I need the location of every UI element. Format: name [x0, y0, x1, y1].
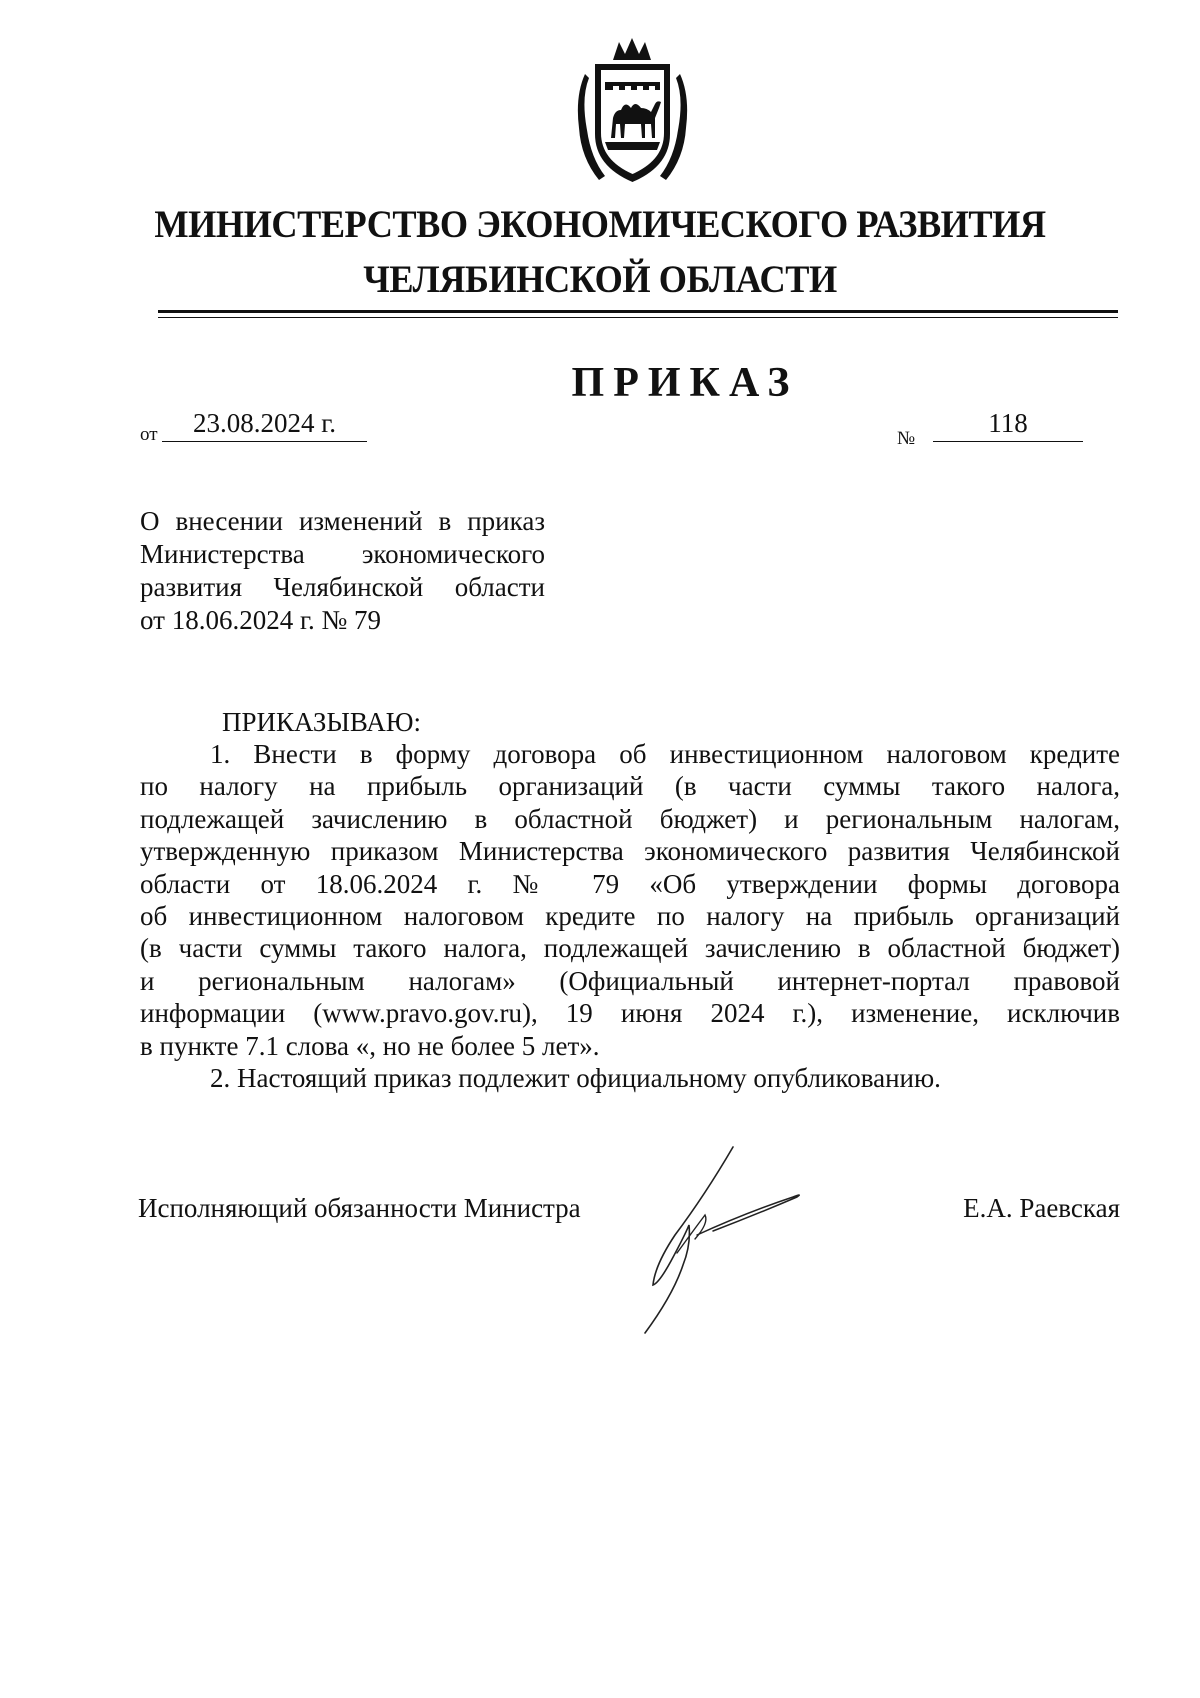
header-rule-thick: [158, 310, 1118, 313]
number-prefix: №: [897, 428, 916, 449]
signatory-position: Исполняющий обязанности Министра: [138, 1193, 581, 1223]
subject-line: от 18.06.2024 г. № 79: [140, 605, 381, 635]
ministry-name-line2: ЧЕЛЯБИНСКОЙ ОБЛАСТИ: [363, 258, 837, 301]
paragraph-line: об инвестиционном налоговом кредите по налогу на прибыль организаций: [140, 900, 1120, 931]
order-title: ПРИКАЗ: [571, 360, 799, 406]
subject-line: развития Челябинской области: [140, 572, 545, 602]
chelyabinsk-coat-of-arms-icon: [575, 38, 690, 188]
paragraph-line: в пункте 7.1 слова «, но не более 5 лет».: [140, 1030, 600, 1061]
paragraph-line: и региональным налогам» (Официальный интернет-портал правовой: [140, 965, 1120, 996]
paragraph-line: подлежащей зачислению в областной бюджет) и региональным налогам,: [140, 803, 1120, 834]
subject-line: О внесении изменений в приказ: [140, 506, 545, 536]
directive-heading: ПРИКАЗЫВАЮ:: [222, 707, 421, 737]
paragraph-line: области от 18.06.2024 г. № 79 «Об утверждении формы договора: [140, 868, 1120, 899]
handwritten-signature: [635, 1135, 855, 1335]
date-prefix: от: [140, 424, 158, 445]
order-number: 118: [933, 410, 1083, 442]
paragraph-line: 1. Внести в форму договора об инвестиционном налоговом кредите: [210, 739, 1120, 769]
signatory-name: Е.А. Раевская: [963, 1193, 1120, 1223]
paragraph-line: информации (www.pravo.gov.ru), 19 июня 2024 г.), изменение, исключив: [140, 998, 1120, 1029]
paragraph-line: утвержденную приказом Министерства экономического развития Челябинской: [140, 836, 1120, 867]
paragraph-line: по налогу на прибыль организаций (в части суммы такого налога,: [140, 771, 1120, 802]
subject-line: Министерства экономического: [140, 539, 545, 569]
ministry-name-line1: МИНИСТЕРСТВО ЭКОНОМИЧЕСКОГО РАЗВИТИЯ: [154, 203, 1046, 246]
paragraph-2: 2. Настоящий приказ подлежит официальному опубликованию.: [210, 1063, 941, 1093]
paragraph-1: [140, 738, 1120, 1062]
header-rule-thin: [158, 317, 1118, 318]
order-date: 23.08.2024 г.: [162, 410, 367, 442]
order-subject: [140, 505, 545, 637]
paragraph-line: (в части суммы такого налога, подлежащей зачислению в областной бюджет): [140, 933, 1120, 964]
